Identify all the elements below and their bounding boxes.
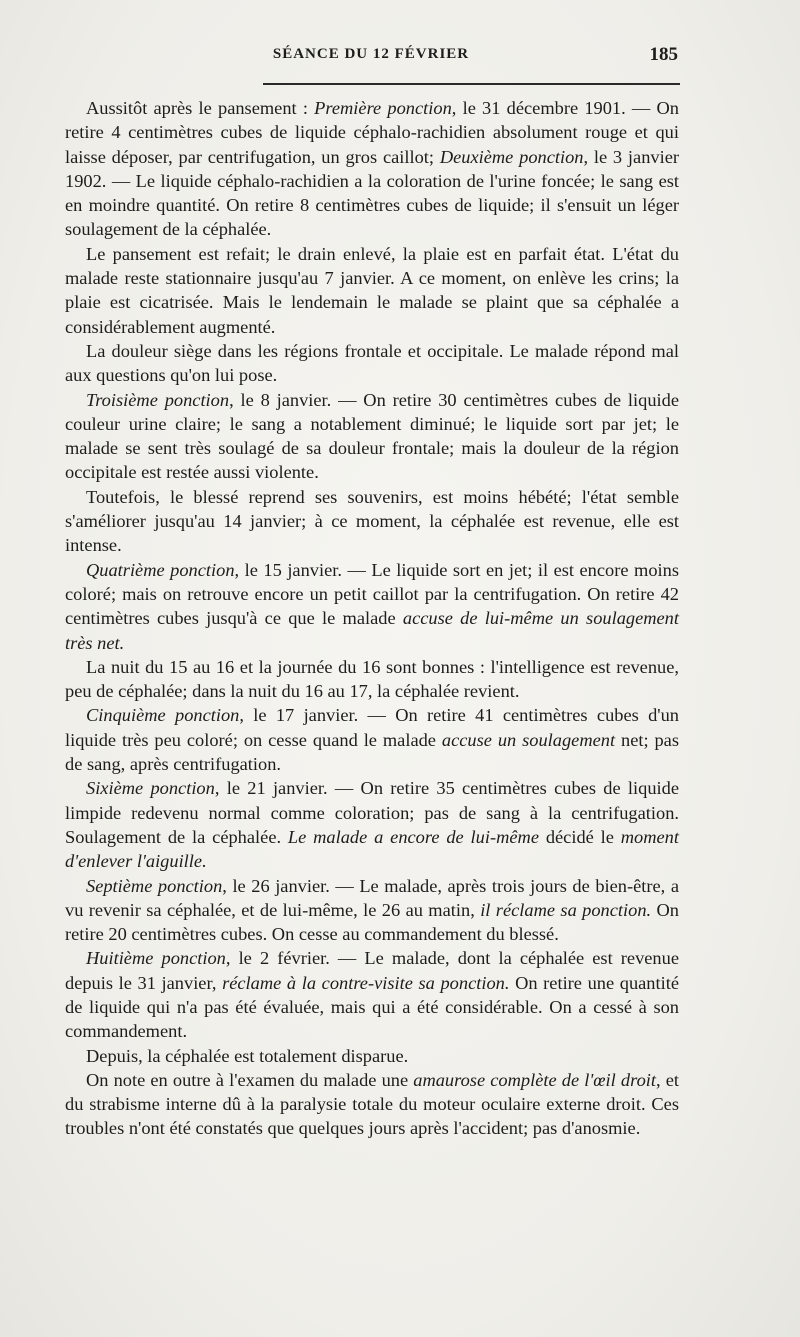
italic-text: accuse de lui-même un soulagement très net. — [65, 608, 679, 653]
paragraph — [65, 339, 679, 388]
italic-text: Le malade a encore de lui-même — [287, 826, 539, 847]
paragraph — [65, 1068, 679, 1141]
italic-text: Sixième ponction — [86, 778, 215, 799]
italic-text: Première ponction — [314, 98, 452, 118]
text-run: , le 26 janvier. — Le malade, après trois jours de bien-être, a vu revenir sa céphalée, et de lui-même, le 26 au matin, — [65, 875, 679, 920]
paragraph — [65, 655, 679, 704]
text-run: Depuis, la céphalée est totalement disparue. — [86, 1045, 409, 1066]
text-run: , le 31 décembre 1901. — On retire 4 centimètres cubes de liquide céphalo-rachidien absolument rouge et qui laisse déposer, par centrifugation, un gros caillot; — [65, 98, 679, 167]
italic-text: moment d'enlever l'aiguille. — [65, 826, 679, 872]
text-run: net; pas de sang, après centrifugation. — [65, 729, 679, 775]
italic-text: Huitième ponction — [86, 948, 226, 969]
text-run: , le 15 janvier. — Le liquide sort en jet; il est encore moins coloré; mais on retrouve encore un petit caillot par la centrifugation. On retire 42 centimètres cubes jusqu'à ce que le malade — [65, 559, 679, 629]
header-rule — [263, 83, 680, 85]
italic-text: Deuxième ponction — [439, 146, 584, 167]
paragraph — [65, 776, 679, 873]
italic-text: Septième ponction — [86, 875, 223, 896]
page-number: 185 — [649, 44, 678, 65]
text-run: , le 2 février. — Le malade, dont la céphalée est revenue depuis le 31 janvier, — [65, 948, 679, 993]
running-header — [64, 46, 678, 70]
text-run: Toutefois, le blessé reprend ses souvenirs, est moins hébété; l'état semble s'améliorer jusqu'au 14 janvier; à ce moment, la céphalée est revenue, elle est intense. — [65, 486, 679, 556]
paragraph — [65, 1044, 679, 1068]
text-run: On retire une quantité de liquide qui n'a pas été évaluée, mais qui a été considérable. On a cessé à son commandement. — [65, 972, 679, 1042]
text-run: , le 21 janvier. — On retire 35 centimètres cubes de liquide limpide redevenu normal comme coloration; pas de sang à la centrifugation. Soulagement de la céphalée. — [65, 778, 679, 847]
text-run: On retire 20 centimètres cubes. On cesse au commandement du blessé. — [65, 899, 679, 945]
text-run: décidé le — [538, 826, 621, 847]
paragraph — [65, 703, 679, 776]
paragraph — [65, 558, 679, 655]
text-run: Aussitôt après le pansement : — [86, 98, 315, 118]
text-run: , le 8 janvier. — On retire 30 centimètres cubes de liquide couleur urine claire; le sang a notablement diminué; le liquide sort par jet; le malade se sent très soulagé de sa douleur frontale; mais la douleur de la région occipitale est restée aussi violente. — [65, 389, 679, 483]
italic-text: Quatrième ponction — [86, 559, 235, 580]
text-run: La nuit du 15 au 16 et la journée du 16 sont bonnes : l'intelligence est revenue, peu de céphalée; dans la nuit du 16 au 17, la céphalée revient. — [65, 656, 679, 702]
text-run: , le 17 janvier. — On retire 41 centimètres cubes d'un liquide très peu coloré; on cesse quand le malade — [65, 705, 679, 750]
text-run: , le 3 janvier 1902. — Le liquide céphalo-rachidien a la coloration de l'urine foncée; le sang est en moindre quantité. On retire 8 centimètres cubes de liquide; il s'ensuit un léger soulagement de la céphalée. — [65, 146, 679, 240]
paragraph — [65, 242, 679, 339]
italic-text: réclame à la contre-visite sa ponction. — [222, 972, 510, 993]
text-run: Le pansement est refait; le drain enlevé, la plaie est en parfait état. L'état du malade reste stationnaire jusqu'au 7 janvier. A ce moment, on enlève les crins; la plaie est cicatrisée. Mais le lendemain le malade se plaint que sa céphalée a considérablement augmenté. — [65, 243, 679, 337]
text-run: La douleur siège dans les régions frontale et occipitale. Le malade répond mal aux questions qu'on lui pose. — [65, 340, 679, 386]
paragraph — [65, 485, 679, 558]
body-text — [65, 96, 679, 1141]
paragraph — [65, 874, 679, 947]
italic-text: Troisième ponction — [86, 389, 230, 410]
italic-text: il réclame sa ponction. — [480, 899, 652, 920]
paragraph — [65, 388, 679, 485]
italic-text: Cinquième ponction — [86, 705, 240, 726]
text-run: On note en outre à l'examen du malade une — [86, 1069, 414, 1090]
text-run: , et du strabisme interne dû à la paralysie totale du moteur oculaire externe droit. Ces troubles n'ont été constatés que quelques jours après l'accident; pas d'anosmie. — [65, 1069, 679, 1139]
header-title: SÉANCE DU 12 FÉVRIER — [272, 46, 470, 62]
paragraph — [65, 946, 679, 1043]
paragraph — [65, 96, 679, 242]
italic-text: accuse un soulagement — [441, 729, 616, 750]
italic-text: amaurose complète de l'œil droit — [413, 1069, 656, 1090]
